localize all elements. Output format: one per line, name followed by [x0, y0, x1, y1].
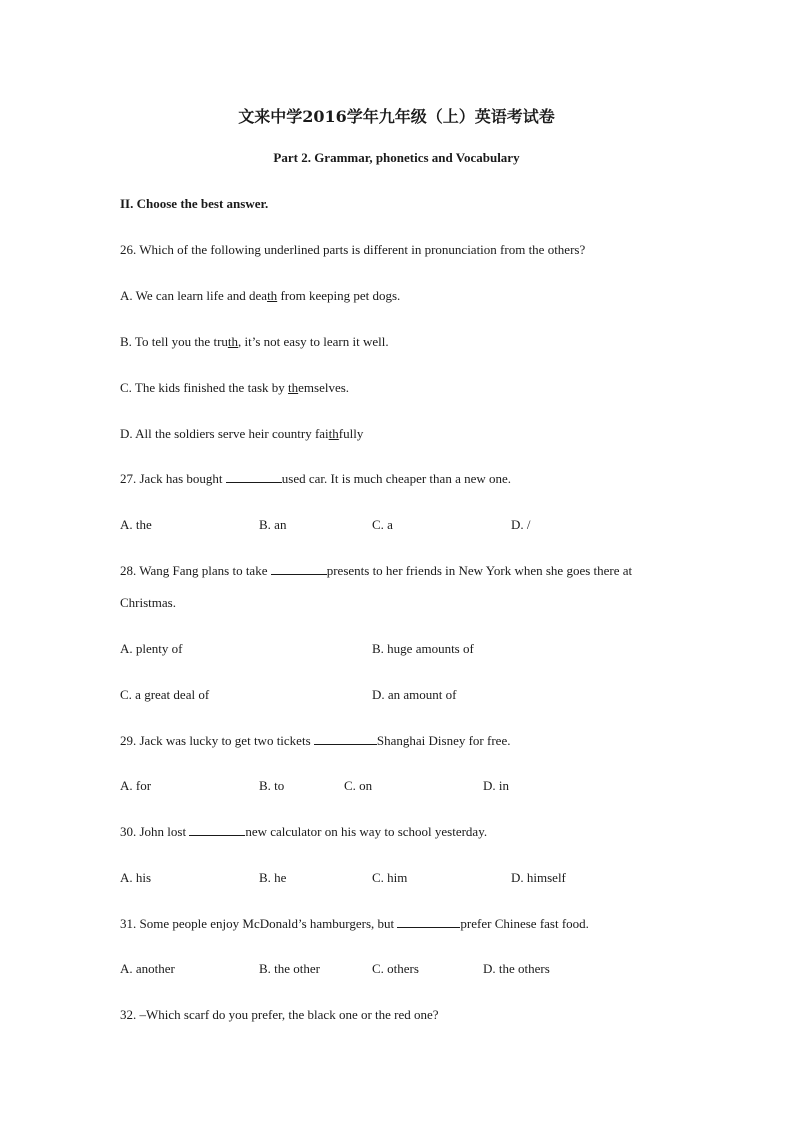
- underlined-part: th: [227, 334, 239, 349]
- question-30-option-a[interactable]: A. his: [120, 870, 152, 885]
- stem-text: 28. Wang Fang plans to take: [120, 563, 271, 578]
- question-31-option-a[interactable]: A. another: [120, 961, 175, 976]
- option-text: B. To tell you the tru: [120, 334, 228, 349]
- stem-text: used car. It is much cheaper than a new one.: [281, 471, 512, 486]
- answer-blank[interactable]: [314, 733, 377, 745]
- underlined-part: th: [328, 426, 339, 441]
- option-text: emselves.: [298, 380, 350, 395]
- stem-text: 31. Some people enjoy McDonald’s hamburgers, but: [120, 916, 398, 931]
- underlined-part: th: [288, 380, 299, 395]
- question-26-option-d[interactable]: [120, 426, 363, 442]
- option-text: from keeping pet dogs.: [277, 288, 401, 303]
- answer-blank[interactable]: [189, 824, 245, 836]
- question-27-option-c[interactable]: C. a: [372, 517, 393, 532]
- question-31-option-c[interactable]: C. others: [372, 961, 419, 976]
- stem-text: presents to her friends in New York when she goes there at: [326, 563, 633, 578]
- question-30-option-b[interactable]: B. he: [259, 870, 287, 885]
- stem-text: new calculator on his way to school yesterday.: [245, 824, 488, 839]
- question-29-option-d[interactable]: D. in: [483, 778, 509, 793]
- question-26-option-a[interactable]: [120, 288, 400, 304]
- option-text: C. The kids finished the task by: [120, 380, 289, 395]
- option-text: , it’s not easy to learn it well.: [238, 334, 389, 349]
- question-28-option-d[interactable]: D. an amount of: [372, 687, 457, 702]
- stem-text: 29. Jack was lucky to get two tickets: [120, 733, 314, 748]
- question-27-option-a[interactable]: A. the: [120, 517, 152, 532]
- question-30-option-c[interactable]: C. him: [372, 870, 408, 885]
- option-text: fully: [338, 426, 364, 441]
- question-29-option-c[interactable]: C. on: [344, 778, 373, 793]
- stem-text: 27. Jack has bought: [120, 471, 226, 486]
- option-text: A. We can learn life and dea: [120, 288, 268, 303]
- question-29-stem: [120, 733, 510, 749]
- question-28-option-a[interactable]: A. plenty of: [120, 641, 183, 656]
- question-27-stem: [120, 471, 511, 487]
- question-30-stem: [120, 824, 487, 840]
- stem-text: prefer Chinese fast food.: [460, 916, 589, 931]
- question-27-option-b[interactable]: B. an: [259, 517, 287, 532]
- question-26-option-c[interactable]: [120, 380, 349, 396]
- question-31-stem: [120, 916, 589, 932]
- question-29-option-a[interactable]: A. for: [120, 778, 152, 793]
- answer-blank[interactable]: [226, 471, 282, 483]
- question-31-option-b[interactable]: B. the other: [259, 961, 321, 976]
- question-28-option-b[interactable]: B. huge amounts of: [372, 641, 474, 656]
- question-28-option-c[interactable]: C. a great deal of: [120, 687, 210, 702]
- stem-text: 30. John lost: [120, 824, 190, 839]
- underlined-part: th: [267, 288, 278, 303]
- question-30-option-d[interactable]: D. himself: [511, 870, 566, 885]
- exam-title: 文来中学2016学年九年级（上）英语考试卷: [238, 107, 555, 126]
- answer-blank[interactable]: [397, 916, 460, 928]
- question-31-option-d[interactable]: D. the others: [483, 961, 550, 976]
- section-heading: II. Choose the best answer.: [120, 196, 269, 211]
- part-heading: Part 2. Grammar, phonetics and Vocabulary: [273, 150, 520, 165]
- question-29-option-b[interactable]: B. to: [259, 778, 285, 793]
- stem-text: Shanghai Disney for free.: [376, 733, 511, 748]
- question-26-option-b[interactable]: [120, 334, 389, 350]
- question-27-option-d[interactable]: D. /: [511, 517, 531, 532]
- question-28-stem: [120, 563, 632, 579]
- option-text: D. All the soldiers serve heir country fai: [120, 426, 329, 441]
- answer-blank[interactable]: [271, 563, 327, 575]
- question-32-stem: 32. –Which scarf do you prefer, the black one or the red one?: [120, 1007, 439, 1022]
- question-28-stem-continued: Christmas.: [120, 595, 176, 610]
- question-26-stem: 26. Which of the following underlined parts is different in pronunciation from the others?: [120, 242, 586, 257]
